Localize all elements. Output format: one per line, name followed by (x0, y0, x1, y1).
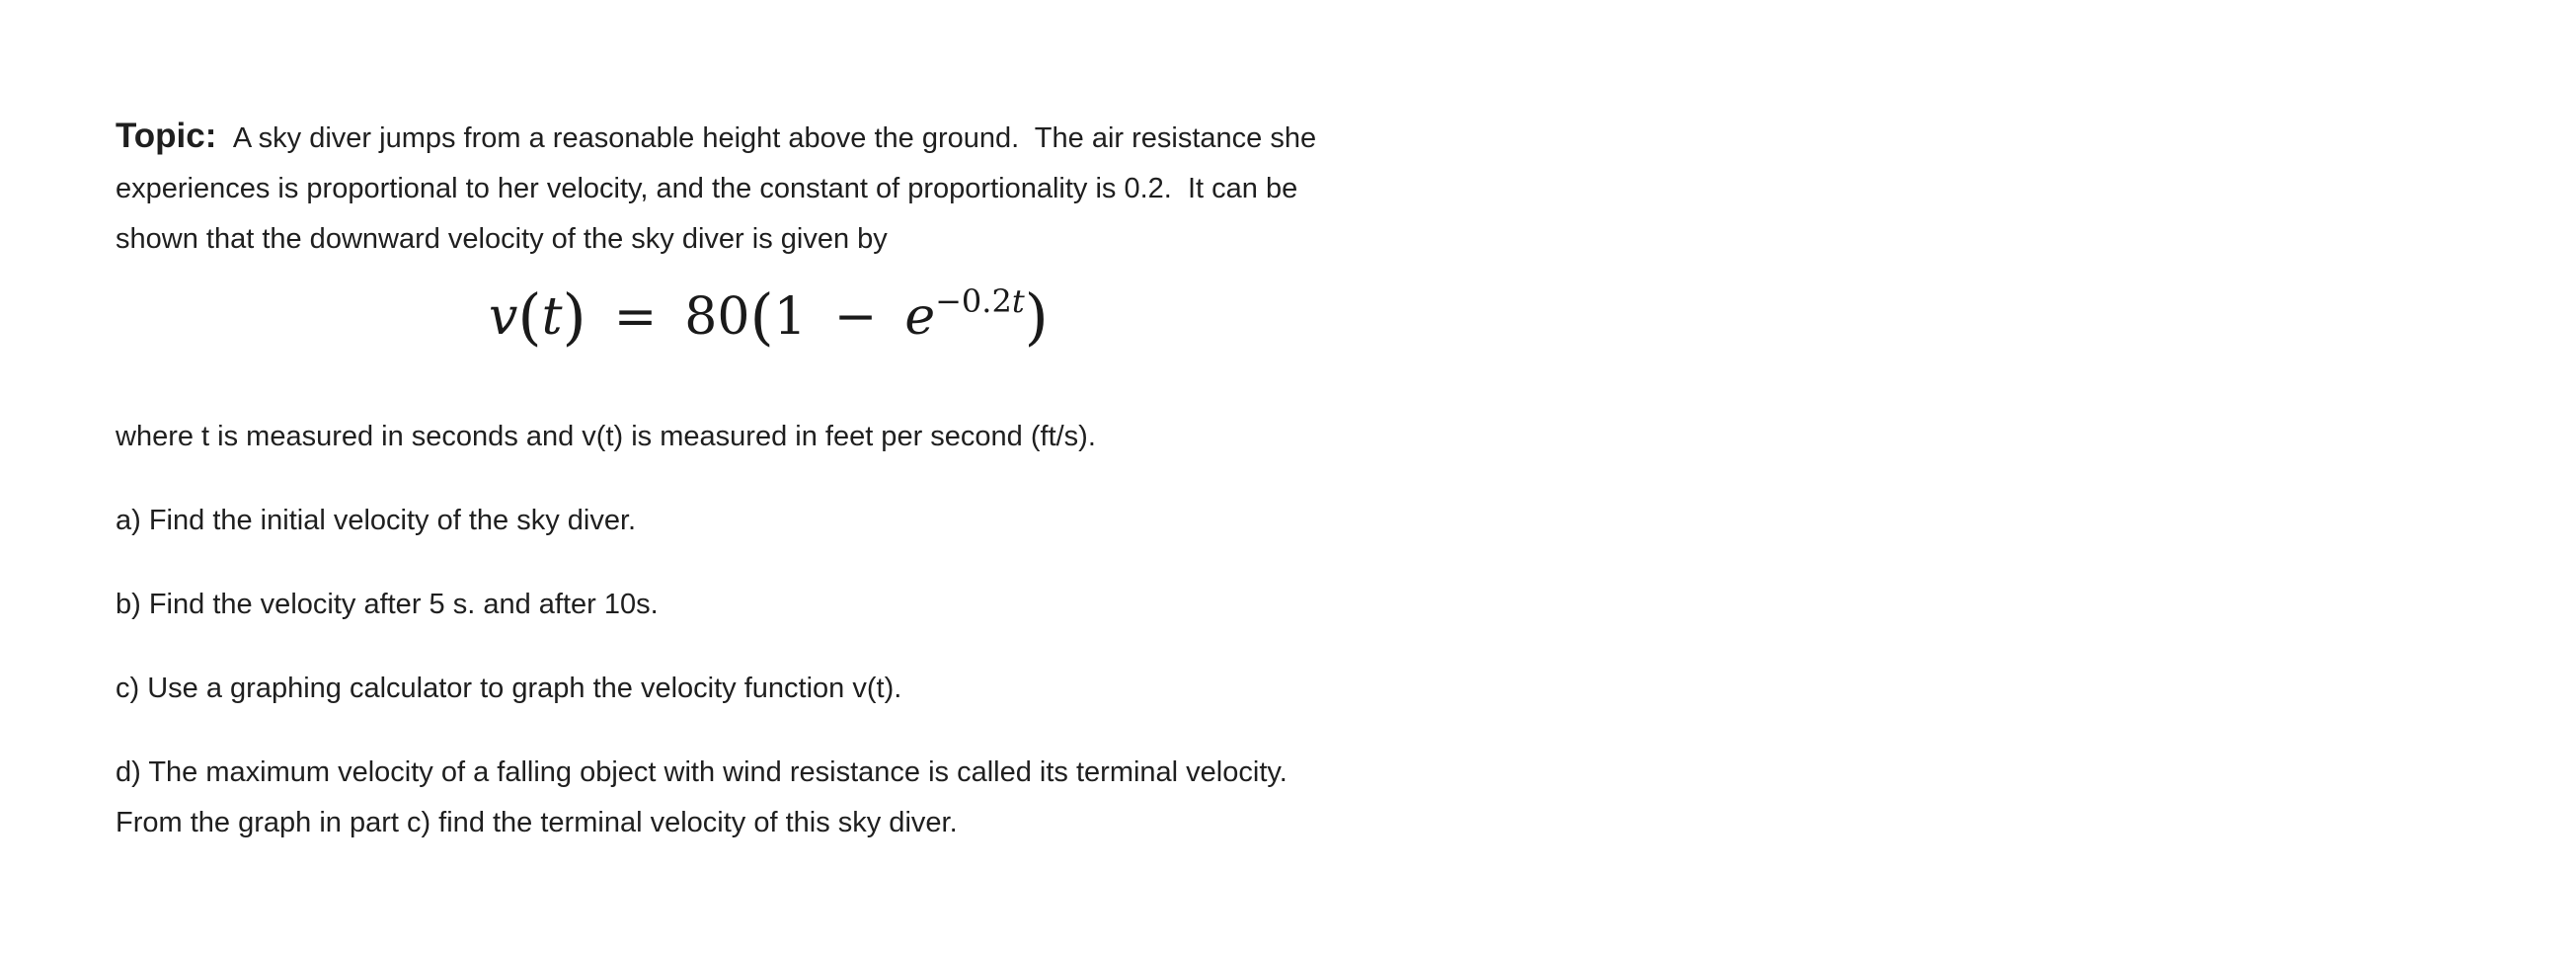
question-c: c) Use a graphing calculator to graph the velocity function v(t). (116, 673, 902, 704)
spacer (116, 546, 1360, 580)
equation-close-paren: ) (1024, 280, 1049, 353)
equation-function-name: v (489, 287, 518, 347)
equation-one: 1 (773, 287, 807, 347)
equation-exponent (935, 282, 1025, 320)
equation-base-e: e (904, 287, 936, 347)
question-b: b) Find the velocity after 5 s. and after 10s. (116, 589, 659, 620)
topic-label: Topic: (116, 117, 217, 155)
equation-exponent-coefficient: −0.2 (935, 282, 1012, 320)
units-explanation: where t is measured in seconds and v(t) is measured in feet per second (ft/s). (116, 421, 1096, 452)
topic-paragraph (116, 111, 1360, 265)
equation-lhs-close-paren: ) (562, 280, 586, 353)
equation-variable: t (541, 287, 563, 347)
equation-minus-sign: − (833, 287, 878, 347)
question-a: a) Find the initial velocity of the sky diver. (116, 505, 637, 536)
spacer (116, 714, 1360, 748)
equation-lhs-open-paren: ( (517, 280, 542, 353)
equation-open-paren: ( (749, 280, 774, 353)
equation-equals-sign: = (613, 287, 658, 347)
velocity-equation (116, 271, 1360, 389)
question-d-line-1: d) The maximum velocity of a falling object with wind resistance is called its terminal velocity. (116, 756, 1288, 788)
spacer (116, 630, 1360, 664)
problem-content (116, 111, 1360, 848)
equation-coefficient: 80 (684, 287, 750, 347)
equation-exponent-variable: t (1011, 282, 1025, 320)
topic-intro-text: A sky diver jumps from a reasonable height above the ground. The air resistance she experiences is proportional to her velocity, and the constant of proportionality is 0.2. It can be shown that the downward velocity of the sky diver is given by (116, 122, 1325, 255)
spacer (116, 462, 1360, 496)
question-d-line-2: From the graph in part c) find the terminal velocity of this sky diver. (116, 807, 958, 838)
equation-expression (489, 280, 1049, 353)
